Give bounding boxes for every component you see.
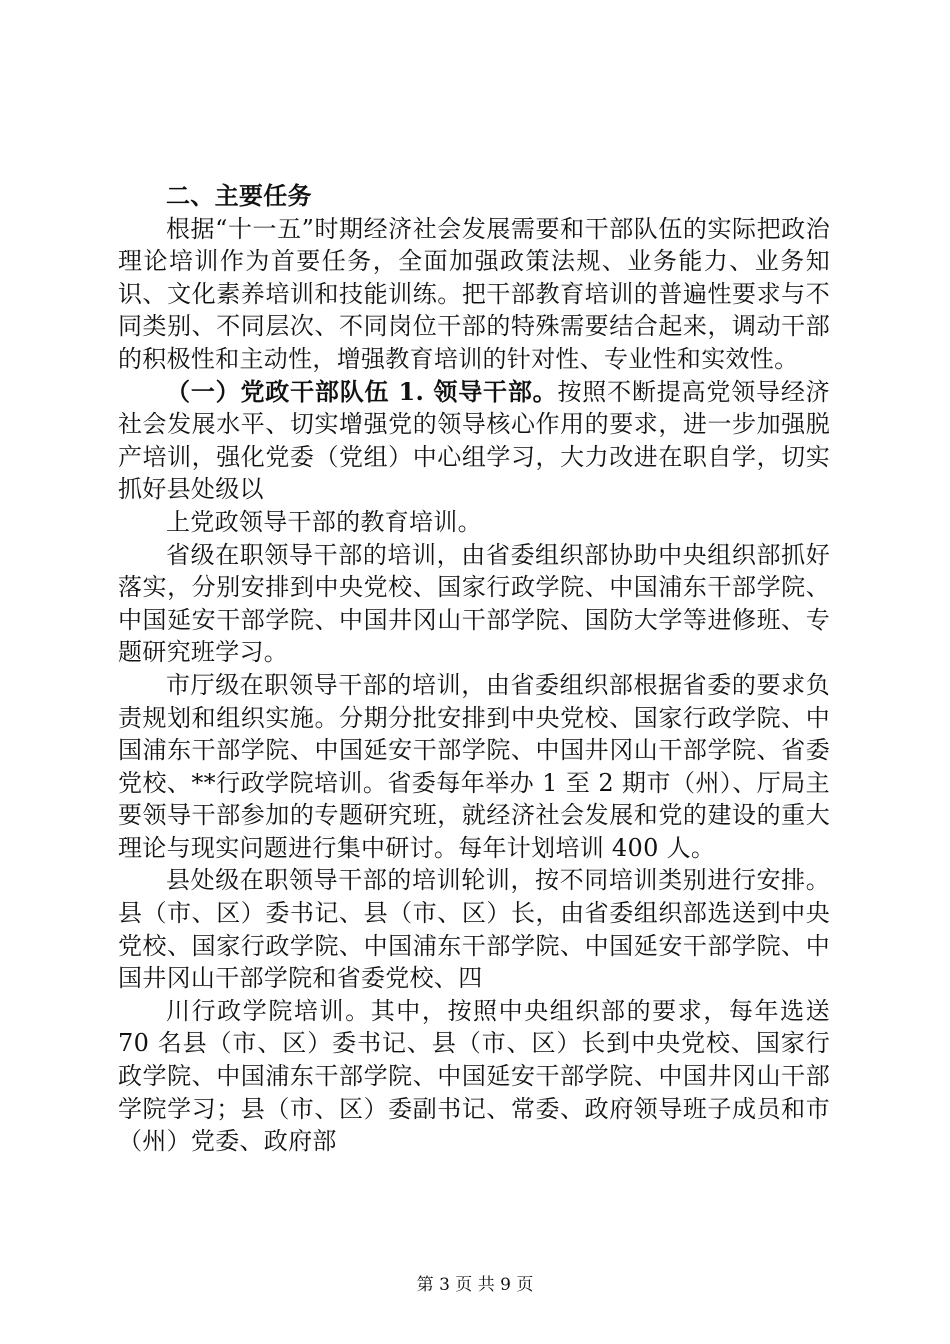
subsection-heading: （一）党政干部队伍 1. 领导干部。 xyxy=(166,376,558,406)
paragraph-2 xyxy=(118,376,830,506)
page-footer: 第 3 页 共 9 页 xyxy=(416,1275,534,1295)
section-title: 二、主要任务 xyxy=(166,181,312,210)
document-body xyxy=(118,180,830,1158)
paragraph-4: 省级在职领导干部的培训，由省委组织部协助中央组织部抓好落实，分别安排到中央党校、国家行政学院、中国浦东干部学院、中国延安干部学院、中国井冈山干部学院、国防大学等进修班、专题研究班学习。 xyxy=(118,540,830,667)
paragraph-2-text: 按照不断提高党领导经济社会发展水平、切实增强党的领导核心作用的要求，进一步加强脱产培训，强化党委（党组）中心组学习，大力改进在职自学，切实抓好县处级以 xyxy=(118,377,830,504)
paragraph-7: 川行政学院培训。其中，按照中央组织部的要求，每年选送 70 名县（市、区）委书记、县（市、区）长到中央党校、国家行政学院、中国浦东干部学院、中国延安干部学院、中国井冈山干部学院学习；县（市、区）委副书记、常委、政府领导班子成员和市（州）党委、政府部 xyxy=(118,996,830,1156)
paragraph-3: 上党政领导干部的教育培训。 xyxy=(166,507,482,536)
paragraph-1: 根据“十一五”时期经济社会发展需要和干部队伍的实际把政治理论培训作为首要任务，全面加强政策法规、业务能力、业务知识、文化素养培训和技能训练。把干部教育培训的普遍性要求与不同类别、不同层次、不同岗位干部的特殊需要结合起来，调动干部的积极性和主动性，增强教育培训的针对性、专业性和实效性。 xyxy=(118,214,830,373)
paragraph-6: 县处级在职领导干部的培训轮训，按不同培训类别进行安排。县（市、区）委书记、县（市、区）长，由省委组织部选送到中央党校、国家行政学院、中国浦东干部学院、中国延安干部学院、中国井冈山干部学院和省委党校、四 xyxy=(118,866,830,993)
paragraph-5: 市厅级在职领导干部的培训，由省委组织部根据省委的要求负责规划和组织实施。分期分批安排到中央党校、国家行政学院、中国浦东干部学院、中国延安干部学院、中国井冈山干部学院、省委党校、**行政学院培训。省委每年举办 1 至 2 期市（州）、厅局主要领导干部参加的专题研究班，就经济社会发展和党的建设的重大理论与现实问题进行集中研讨。每年计划培训 400 人。 xyxy=(118,670,830,862)
